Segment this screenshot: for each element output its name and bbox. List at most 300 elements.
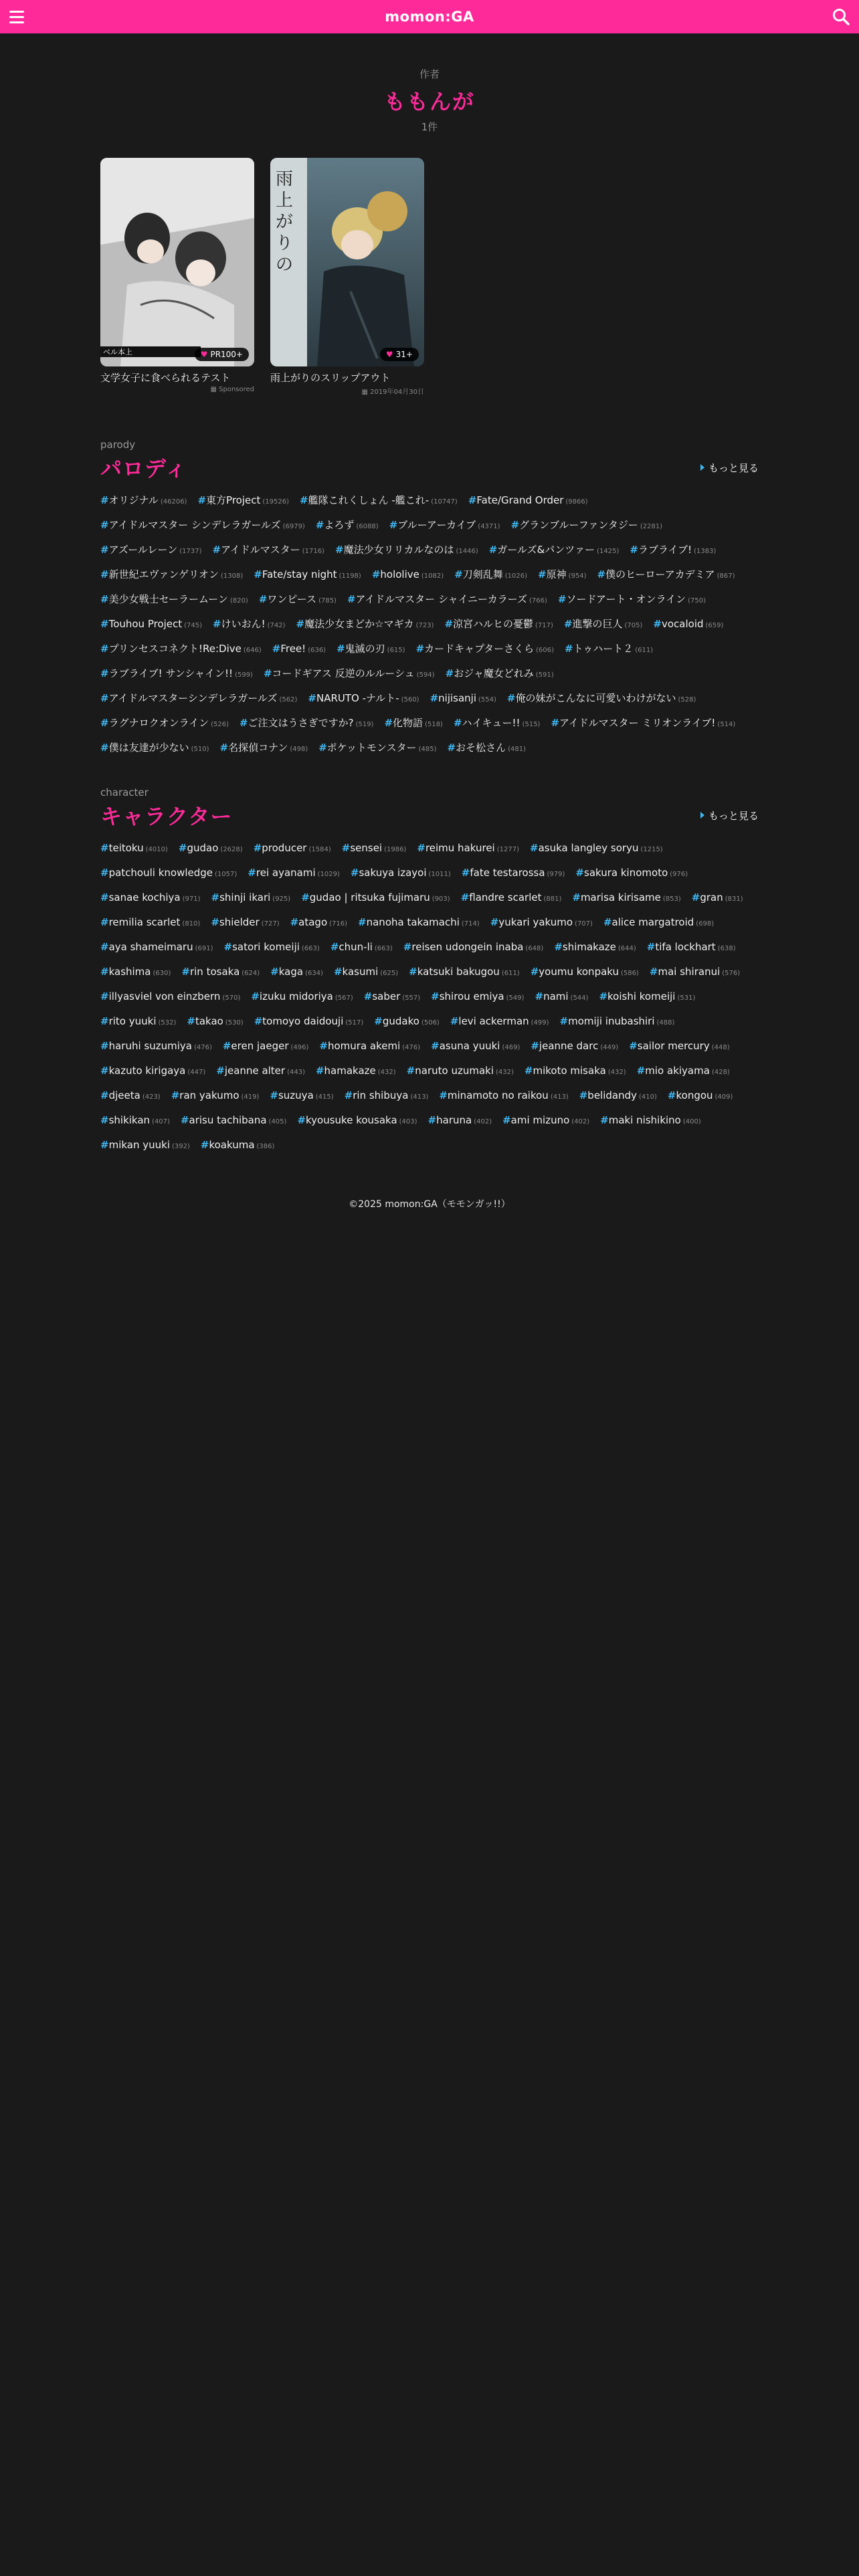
tag-link[interactable] — [603, 914, 714, 932]
tag-name: koakuma — [209, 1139, 255, 1151]
tag-count: (562) — [279, 696, 298, 704]
tag-link[interactable] — [240, 715, 373, 733]
tag-name: jeanne alter — [224, 1065, 286, 1077]
tag-link[interactable] — [272, 641, 326, 659]
tag-name: 原神 — [546, 568, 567, 580]
tag-name: tomoyo daidouji — [262, 1015, 344, 1027]
more-link-label: もっと見る — [708, 809, 759, 822]
tag-link[interactable] — [213, 542, 325, 560]
tag-count: (481) — [508, 746, 526, 753]
tag-link[interactable] — [100, 616, 202, 634]
tag-link[interactable] — [308, 690, 419, 708]
tag-name: kazuto kirigaya — [108, 1065, 186, 1077]
tag-link[interactable] — [564, 616, 642, 634]
tag-count: (591) — [535, 671, 554, 679]
tag-link[interactable] — [100, 740, 209, 758]
tag-link[interactable] — [692, 889, 743, 907]
tag-name: mikoto misaka — [533, 1065, 606, 1077]
tag-count: (515) — [522, 721, 541, 728]
tag-link[interactable] — [264, 665, 435, 683]
hash-icon: # — [431, 990, 440, 1002]
tag-name: gudako — [382, 1015, 419, 1027]
hash-icon: # — [270, 1089, 278, 1101]
tag-count: (554) — [478, 696, 496, 704]
more-link[interactable] — [700, 461, 759, 475]
hash-icon: # — [100, 916, 109, 928]
tag-name: maki nishikino — [608, 1114, 681, 1126]
tag-link[interactable] — [374, 1013, 440, 1031]
tag-link[interactable] — [575, 865, 688, 883]
tag-link[interactable] — [100, 1063, 205, 1081]
tag-count: (4371) — [478, 523, 500, 530]
tag-count: (663) — [301, 945, 320, 952]
tag-name: トゥハート２ — [573, 643, 634, 655]
tag-count: (392) — [172, 1143, 190, 1150]
tag-count: (443) — [287, 1069, 305, 1076]
hash-icon: # — [575, 867, 584, 879]
tag-name: jeanne darc — [539, 1040, 599, 1052]
tag-link[interactable] — [351, 865, 451, 883]
tag-count: (1737) — [179, 548, 202, 555]
tag-name: 東方Project — [206, 494, 261, 506]
tag-name: yukari yakumo — [498, 916, 573, 928]
tag-link[interactable] — [211, 914, 279, 932]
tag-count: (714) — [461, 920, 480, 928]
tag-link[interactable] — [335, 542, 478, 560]
tag-count: (402) — [474, 1118, 492, 1125]
tag-name: marisa kirisame — [580, 891, 661, 903]
tag-link[interactable] — [100, 865, 237, 883]
tag-link[interactable] — [171, 1087, 260, 1105]
hash-icon: # — [406, 1065, 415, 1077]
svg-text:の: の — [276, 255, 294, 275]
work-meta-text: Sponsored — [219, 386, 254, 393]
tag-link[interactable] — [647, 939, 736, 957]
tag-name: NARUTO -ナルト- — [316, 692, 399, 704]
hash-icon: # — [333, 966, 343, 978]
tag-count: (514) — [717, 721, 736, 728]
tag-link[interactable] — [538, 566, 586, 584]
hash-icon: # — [363, 990, 373, 1002]
tag-link[interactable] — [296, 616, 434, 634]
tag-name: mai shiranui — [658, 966, 721, 978]
hash-icon: # — [100, 544, 109, 556]
tag-count: (423) — [142, 1093, 161, 1101]
like-count: PR100+ — [210, 350, 243, 359]
section-heading: キャラクター — [100, 804, 233, 829]
tag-count: (611) — [635, 647, 654, 654]
hash-icon: # — [636, 1065, 646, 1077]
hash-icon: # — [439, 1089, 448, 1101]
tag-link[interactable] — [316, 517, 379, 535]
tag-link[interactable] — [297, 1112, 417, 1130]
hash-icon: # — [358, 916, 367, 928]
tag-link[interactable] — [318, 740, 436, 758]
tag-count: (659) — [705, 622, 724, 629]
tag-link[interactable] — [431, 1038, 520, 1056]
tag-count: (644) — [617, 945, 636, 952]
tag-name: 魔法少女まどか☆マギカ — [304, 618, 414, 630]
hamburger-menu-icon[interactable] — [9, 7, 28, 26]
tag-name: 化物語 — [393, 717, 423, 729]
tag-link[interactable] — [450, 1013, 549, 1031]
tag-count: (971) — [182, 895, 201, 903]
tag-link[interactable] — [100, 641, 262, 659]
tag-link[interactable] — [511, 517, 663, 535]
footer-copyright: ©2025 momon:GA（モモンガッ!!） — [349, 1199, 510, 1210]
tag-count: (853) — [662, 895, 681, 903]
tag-link[interactable] — [560, 1013, 675, 1031]
section-heading: パロディ — [100, 456, 187, 481]
tag-name: ブルーアーカイブ — [397, 519, 476, 531]
tag-link[interactable] — [629, 1038, 729, 1056]
tag-count: (549) — [506, 994, 524, 1002]
hash-icon: # — [430, 692, 439, 704]
tag-count: (745) — [184, 622, 203, 629]
tag-name: カードキャプターさくら — [424, 643, 535, 655]
tag-name: 鬼滅の刃 — [345, 643, 385, 655]
tag-link[interactable] — [454, 566, 527, 584]
hash-icon: # — [258, 593, 268, 605]
tag-link[interactable] — [251, 988, 353, 1006]
tag-link[interactable] — [524, 1063, 626, 1081]
tag-link[interactable] — [342, 840, 407, 858]
tag-count: (447) — [187, 1069, 206, 1076]
tag-link[interactable] — [254, 840, 331, 858]
hash-icon: # — [389, 519, 398, 531]
hash-icon: # — [530, 966, 539, 978]
tag-link[interactable] — [219, 740, 308, 758]
tag-link[interactable] — [259, 591, 337, 609]
tag-link[interactable] — [100, 542, 202, 560]
tag-name: shikikan — [108, 1114, 151, 1126]
hash-icon: # — [180, 1114, 189, 1126]
tag-name: 名探偵コナン — [228, 742, 288, 754]
tag-link[interactable] — [358, 914, 480, 932]
tag-link[interactable] — [270, 1087, 333, 1105]
tag-link[interactable] — [100, 1137, 190, 1155]
tag-link[interactable] — [100, 492, 187, 510]
tag-link[interactable] — [637, 1063, 730, 1081]
tag-name: nijisanji — [438, 692, 477, 704]
hash-icon: # — [603, 916, 612, 928]
tag-link[interactable] — [431, 988, 524, 1006]
tag-name: ラブライブ! — [638, 544, 692, 556]
tag-link[interactable] — [100, 690, 297, 708]
tag-link[interactable] — [489, 542, 619, 560]
tag-link[interactable] — [572, 889, 680, 907]
tag-count: (1215) — [640, 846, 663, 853]
tag-link[interactable] — [223, 1038, 309, 1056]
work-thumbnail[interactable] — [100, 158, 254, 366]
tag-name: おそ松さん — [456, 742, 506, 754]
hash-icon: # — [100, 618, 109, 630]
tag-link[interactable] — [290, 914, 347, 932]
tag-link[interactable] — [551, 715, 735, 733]
hash-icon: # — [600, 1114, 609, 1126]
tag-link[interactable] — [428, 1112, 492, 1130]
tag-link[interactable] — [100, 964, 171, 982]
tag-name: satori komeiji — [232, 941, 300, 953]
tag-link[interactable] — [100, 1087, 161, 1105]
tag-link[interactable] — [100, 591, 248, 609]
work-card[interactable] — [100, 158, 254, 396]
tag-name: アイドルマスター — [221, 544, 300, 556]
tag-link[interactable] — [554, 939, 636, 957]
tag-link[interactable] — [181, 1112, 287, 1130]
tag-name: shirou emiya — [439, 990, 504, 1002]
tag-link[interactable] — [300, 492, 458, 510]
tag-link[interactable] — [448, 740, 526, 758]
tag-link[interactable] — [319, 1038, 420, 1056]
tag-count: (867) — [717, 572, 735, 580]
site-logo[interactable]: momon:GA — [385, 9, 474, 25]
tag-count: (727) — [261, 920, 280, 928]
tag-link[interactable] — [461, 889, 562, 907]
tag-link[interactable] — [211, 889, 291, 907]
tag-link[interactable] — [100, 988, 240, 1006]
tag-link[interactable] — [490, 914, 593, 932]
tag-count: (499) — [531, 1019, 549, 1027]
hash-icon: # — [646, 941, 656, 953]
tag-link[interactable] — [364, 988, 420, 1006]
tag-name: remilia scarlet — [108, 916, 181, 928]
tag-link[interactable] — [530, 840, 663, 858]
tag-count: (413) — [410, 1093, 429, 1101]
tag-count: (557) — [402, 994, 421, 1002]
tag-name: 俺の妹がこんなに可愛いわけがない — [515, 692, 676, 704]
tag-link[interactable] — [650, 964, 740, 982]
tag-name: rin tosaka — [189, 966, 240, 978]
hash-icon: # — [563, 618, 573, 630]
character-tag-list — [100, 840, 759, 1155]
tag-link[interactable] — [653, 616, 723, 634]
tag-link[interactable] — [347, 591, 547, 609]
tag-link[interactable] — [384, 715, 442, 733]
tag-link[interactable] — [468, 492, 588, 510]
hash-icon: # — [315, 1065, 324, 1077]
tag-name: gran — [700, 891, 723, 903]
parody-section — [100, 439, 759, 758]
tag-name: naruto uzumaki — [415, 1065, 494, 1077]
hash-icon: # — [315, 519, 324, 531]
tag-link[interactable] — [535, 988, 588, 1006]
tag-link[interactable] — [439, 1087, 568, 1105]
tag-link[interactable] — [100, 1013, 176, 1031]
hash-icon: # — [100, 568, 109, 580]
tag-name: よろず — [324, 519, 355, 531]
hash-icon: # — [538, 568, 547, 580]
svg-text:雨: 雨 — [276, 169, 294, 189]
tag-link[interactable] — [579, 1087, 657, 1105]
tag-link[interactable] — [254, 566, 361, 584]
tag-link[interactable] — [316, 1063, 396, 1081]
tag-count: (785) — [318, 597, 337, 605]
hash-icon: # — [417, 842, 425, 854]
tag-link[interactable] — [597, 566, 735, 584]
tag-name: asuka langley soryu — [538, 842, 639, 854]
tag-link[interactable] — [100, 665, 253, 683]
tag-name: youmu konpaku — [539, 966, 619, 978]
section-subtitle: parody — [100, 439, 136, 451]
tag-count: (570) — [222, 994, 241, 1002]
tag-link[interactable] — [507, 690, 696, 708]
hash-icon: # — [308, 692, 316, 704]
tag-link[interactable] — [330, 939, 393, 957]
hash-icon: # — [415, 643, 425, 655]
hash-icon: # — [178, 842, 187, 854]
tag-link[interactable] — [372, 566, 444, 584]
triangle-right-icon — [700, 464, 704, 471]
hash-icon: # — [197, 494, 207, 506]
hash-icon: # — [564, 643, 573, 655]
hash-icon: # — [100, 867, 109, 879]
tag-link[interactable] — [216, 1063, 305, 1081]
tag-link[interactable] — [407, 1063, 514, 1081]
tag-link[interactable] — [100, 840, 168, 858]
tag-link[interactable] — [454, 715, 541, 733]
tag-link[interactable] — [100, 1112, 170, 1130]
hash-icon: # — [254, 568, 262, 580]
tag-name: nami — [543, 990, 569, 1002]
tag-link[interactable] — [600, 1112, 701, 1130]
tag-link[interactable] — [416, 641, 554, 659]
tag-count: (449) — [600, 1044, 619, 1051]
tag-count: (599) — [235, 671, 253, 679]
tag-name: hamakaze — [324, 1065, 376, 1077]
tag-count: (594) — [416, 671, 435, 679]
tag-link[interactable] — [179, 840, 243, 858]
tag-link[interactable] — [599, 988, 695, 1006]
tag-link[interactable] — [444, 616, 553, 634]
tag-name: ポケットモンスター — [326, 742, 417, 754]
work-title[interactable]: 文学女子に食べられるテスト — [100, 372, 231, 384]
tag-link[interactable] — [100, 715, 229, 733]
tag-count: (1584) — [308, 846, 331, 853]
work-thumbnail[interactable] — [270, 158, 424, 366]
tag-name: kashima — [108, 966, 151, 978]
tag-count: (1057) — [215, 871, 237, 878]
tag-link[interactable] — [224, 939, 320, 957]
tag-count: (409) — [714, 1093, 733, 1101]
hash-icon: # — [181, 966, 190, 978]
hash-icon: # — [219, 742, 229, 754]
hash-icon: # — [200, 1139, 209, 1151]
tag-link[interactable] — [181, 964, 260, 982]
hash-icon: # — [597, 568, 606, 580]
tag-name: belidandy — [587, 1089, 638, 1101]
tag-link[interactable] — [201, 1137, 275, 1155]
tag-link[interactable] — [270, 964, 323, 982]
tag-count: (415) — [315, 1093, 334, 1101]
hash-icon: # — [431, 1040, 440, 1052]
hash-icon: # — [653, 618, 662, 630]
tag-count: (625) — [380, 970, 399, 977]
tag-count: (1716) — [302, 548, 325, 555]
work-card[interactable] — [270, 158, 424, 396]
work-title[interactable]: 雨上がりのスリップアウト — [270, 372, 391, 384]
tag-link[interactable] — [100, 517, 305, 535]
tag-link[interactable] — [301, 889, 450, 907]
tag-link[interactable] — [558, 591, 706, 609]
tag-link[interactable] — [197, 492, 289, 510]
hash-icon: # — [296, 618, 305, 630]
tag-link[interactable] — [337, 641, 405, 659]
search-icon[interactable] — [831, 7, 851, 27]
tag-name: ワンピース — [267, 593, 317, 605]
tag-link[interactable] — [100, 1038, 212, 1056]
tag-link[interactable] — [531, 964, 639, 982]
tag-name: ハイキュー!! — [462, 717, 520, 729]
tag-name: haruna — [436, 1114, 472, 1126]
hash-icon: # — [535, 990, 544, 1002]
tag-link[interactable] — [446, 665, 554, 683]
hash-icon: # — [572, 891, 581, 903]
tag-name: Touhou Project — [108, 618, 183, 630]
tag-count: (46206) — [160, 498, 187, 506]
tag-name: mikan yuuki — [108, 1139, 170, 1151]
tag-count: (410) — [639, 1093, 657, 1101]
tag-link[interactable] — [502, 1112, 589, 1130]
tag-link[interactable] — [462, 865, 565, 883]
tag-link[interactable] — [389, 517, 500, 535]
tag-count: (810) — [182, 920, 201, 928]
tag-link[interactable] — [430, 690, 496, 708]
tag-name: levi ackerman — [458, 1015, 529, 1027]
tag-count: (498) — [290, 746, 308, 753]
more-link[interactable] — [700, 809, 759, 823]
tag-count: (10747) — [431, 498, 458, 506]
tag-link[interactable] — [100, 889, 201, 907]
tag-link[interactable] — [254, 1013, 364, 1031]
hash-icon: # — [301, 891, 310, 903]
tag-link[interactable] — [565, 641, 653, 659]
tag-name: tifa lockhart — [655, 941, 716, 953]
tag-name: hololive — [380, 568, 419, 580]
tag-count: (1026) — [504, 572, 528, 580]
hash-icon: # — [506, 692, 516, 704]
tag-link[interactable] — [630, 542, 716, 560]
tag-count: (705) — [624, 622, 643, 629]
like-badge — [380, 348, 419, 361]
tag-link[interactable] — [100, 939, 213, 957]
tag-link[interactable] — [409, 964, 520, 982]
tag-link[interactable] — [334, 964, 398, 982]
tag-link[interactable] — [213, 616, 285, 634]
calendar-icon: ▦ — [210, 386, 217, 393]
tag-count: (1198) — [339, 572, 361, 580]
tag-link[interactable] — [100, 566, 243, 584]
tag-count: (469) — [502, 1044, 520, 1051]
tag-link[interactable] — [668, 1087, 733, 1105]
tag-name: teitoku — [108, 842, 144, 854]
hash-icon: # — [100, 1089, 109, 1101]
tag-count: (496) — [290, 1044, 309, 1051]
tag-link[interactable] — [248, 865, 340, 883]
hash-icon: # — [557, 593, 567, 605]
tag-name: プリンセスコネクト!Re:Dive — [108, 643, 242, 655]
hash-icon: # — [100, 593, 109, 605]
tag-name: shinji ikari — [219, 891, 271, 903]
tag-link[interactable] — [100, 914, 200, 932]
tag-link[interactable] — [403, 939, 544, 957]
tag-link[interactable] — [531, 1038, 618, 1056]
tag-link[interactable] — [417, 840, 519, 858]
work-meta-text: 2019年04月30日 — [370, 389, 424, 396]
tag-link[interactable] — [187, 1013, 243, 1031]
tag-link[interactable] — [345, 1087, 429, 1105]
hash-icon: # — [270, 966, 279, 978]
